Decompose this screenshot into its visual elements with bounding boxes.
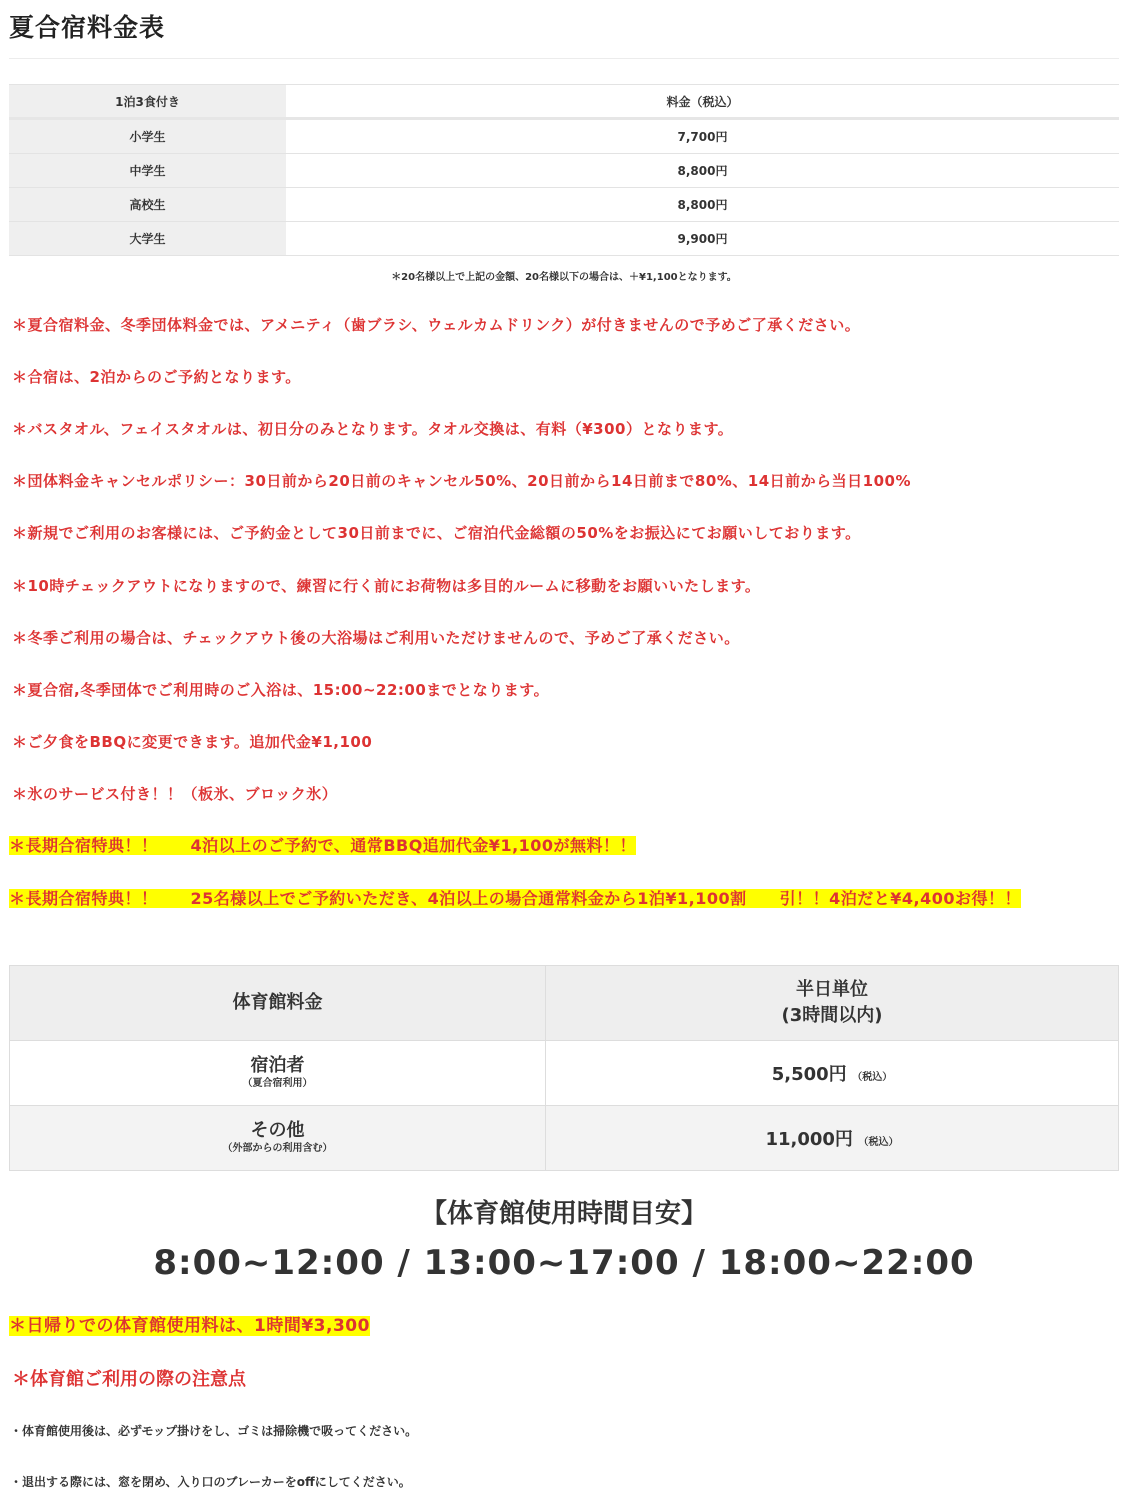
table-row [9,154,1119,188]
gym-row-title: 宿泊者 [250,1055,305,1076]
gym-caution-item: ・退出する際には、窓を閉め、入り口のブレーカーをoffにしてください。 [10,1475,411,1489]
price-row-category: 中学生 [9,154,286,188]
note-min-nights: ＊合宿は、2泊からのご予約となります。 [12,368,301,386]
price-row-value: 8,800円 [286,188,1119,222]
note-cancel-policy: ＊団体料金キャンセルポリシー：30日前から20日前のキャンセル50%、20日前から14日前まで80%、14日前から当日100% [12,472,912,490]
price-note: ＊20名様以上で上記の金額、20名様以下の場合は、＋¥1,100となります。 [391,272,737,283]
note-bbq: ＊ご夕食をBBQに変更できます。追加代金¥1,100 [12,733,373,751]
note-ice: ＊氷のサービス付き！！（板氷、ブロック氷） [12,785,338,803]
gym-header-label: 体育館料金 [10,966,546,1041]
gym-price-value: 5,500円 [771,1064,847,1085]
note-amenity: ＊夏合宿料金、冬季団体料金では、アメニティ（歯ブラシ、ウェルカムドリンク）が付きませんので予めご了承ください。 [12,316,861,334]
page-title: 夏合宿料金表 [9,13,166,42]
price-row-value: 9,900円 [286,222,1119,256]
gym-header-unit-line2: (3時間以内) [781,1005,883,1026]
table-row [10,1106,1119,1171]
gym-price-value: 11,000円 [765,1129,853,1150]
gym-row-price [546,1106,1119,1171]
gym-time-slots: 8:00~12:00 / 13:00~17:00 / 18:00~22:00 [153,1243,975,1283]
gym-row-subtitle: （夏合宿利用） [242,1078,313,1089]
gym-row-price [546,1041,1119,1106]
gym-row-subtitle: （外部からの利用含む） [222,1143,333,1154]
highlight-text: ＊長期合宿特典！！ 4泊以上のご予約で、通常BBQ追加代金¥1,100が無料！！ [9,836,637,855]
note-bath-hours: ＊夏合宿,冬季団体でご利用時のご入浴は、15:00~22:00までとなります。 [12,681,550,699]
highlight-discount [9,887,1109,911]
highlight-text: ＊長期合宿特典！！ 25名様以上でご予約いただき、4泊以上の場合通常料金から1泊¥1,100割 引！！4泊だと¥4,400お得！！ [9,889,1022,908]
highlight-bbq-free [9,834,1119,858]
highlight-text: ＊日帰りでの体育館使用料は、1時間¥3,300 [9,1316,370,1336]
price-row-value: 7,700円 [286,119,1119,154]
note-checkout: ＊10時チェックアウトになりますので、練習に行く前にお荷物は多目的ルームに移動をお願いいたします。 [12,577,761,595]
day-use-note [9,1314,1119,1338]
table-row [10,1041,1119,1106]
gym-row-title: その他 [250,1120,305,1141]
gym-header-unit [546,966,1119,1041]
gym-fee-table [9,965,1119,1171]
price-table-header [9,85,1119,119]
price-table [9,84,1119,256]
gym-row-label [10,1106,546,1171]
gym-price-tax: （税込） [852,1072,893,1083]
table-row [9,222,1119,256]
gym-table-header [10,966,1119,1041]
gym-row-label [10,1041,546,1106]
price-header-fee: 料金（税込） [286,85,1119,119]
gym-time-title: 【体育館使用時間目安】 [420,1199,707,1229]
price-row-value: 8,800円 [286,154,1119,188]
gym-caution-title: ＊体育館ご利用の際の注意点 [12,1369,246,1390]
price-row-category: 高校生 [9,188,286,222]
price-row-category: 小学生 [9,119,286,154]
note-towel: ＊バスタオル、フェイスタオルは、初日分のみとなります。タオル交換は、有料（¥300）となります。 [12,420,734,438]
title-divider [9,58,1119,59]
note-winter-bath: ＊冬季ご利用の場合は、チェックアウト後の大浴場はご利用いただけませんので、予めご了承ください。 [12,629,740,647]
table-row [9,119,1119,154]
price-header-plan: 1泊3食付き [9,85,286,119]
gym-caution-item: ・体育館使用後は、必ずモップ掛けをし、ゴミは掃除機で吸ってください。 [10,1424,418,1438]
table-row [9,188,1119,222]
price-row-category: 大学生 [9,222,286,256]
gym-header-unit-line1: 半日単位 [796,979,868,1000]
note-deposit: ＊新規でご利用のお客様には、ご予約金として30日前までに、ご宿泊代金総額の50%をお振込にてお願いしております。 [12,524,861,542]
gym-price-tax: （税込） [858,1137,899,1148]
